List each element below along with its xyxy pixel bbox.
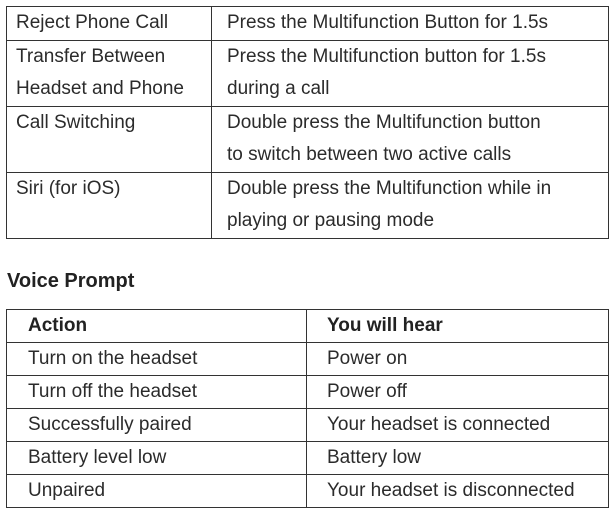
function-cell: Siri (for iOS) xyxy=(7,173,212,239)
table-row xyxy=(7,107,609,173)
voice-prompt-table xyxy=(6,309,609,508)
prompt-cell: Power off xyxy=(307,376,609,409)
function-cell: Transfer Between Headset and Phone xyxy=(7,41,212,107)
prompt-cell: Your headset is connected xyxy=(307,409,609,442)
table-row xyxy=(7,173,609,239)
operation-cell: Double press the Multifunction button to switch between two active calls xyxy=(212,107,609,173)
section-heading: Voice Prompt xyxy=(7,270,135,292)
prompt-cell: Your headset is disconnected xyxy=(307,475,609,508)
controls-table xyxy=(6,6,609,239)
table-row xyxy=(7,376,609,409)
action-cell: Successfully paired xyxy=(7,409,307,442)
action-cell: Turn off the headset xyxy=(7,376,307,409)
table-row xyxy=(7,343,609,376)
column-header-you-will-hear: You will hear xyxy=(307,310,609,343)
operation-cell: Press the Multifunction Button for 1.5s xyxy=(212,7,609,41)
operation-cell: Press the Multifunction button for 1.5s during a call xyxy=(212,41,609,107)
action-cell: Battery level low xyxy=(7,442,307,475)
function-cell: Reject Phone Call xyxy=(7,7,212,41)
table-row xyxy=(7,475,609,508)
function-cell: Call Switching xyxy=(7,107,212,173)
prompt-cell: Battery low xyxy=(307,442,609,475)
table-row xyxy=(7,41,609,107)
action-cell: Unpaired xyxy=(7,475,307,508)
table-header-row xyxy=(7,310,609,343)
action-cell: Turn on the headset xyxy=(7,343,307,376)
table-row xyxy=(7,7,609,41)
operation-cell: Double press the Multifunction while in playing or pausing mode xyxy=(212,173,609,239)
table-row xyxy=(7,442,609,475)
column-header-action: Action xyxy=(7,310,307,343)
table-row xyxy=(7,409,609,442)
prompt-cell: Power on xyxy=(307,343,609,376)
